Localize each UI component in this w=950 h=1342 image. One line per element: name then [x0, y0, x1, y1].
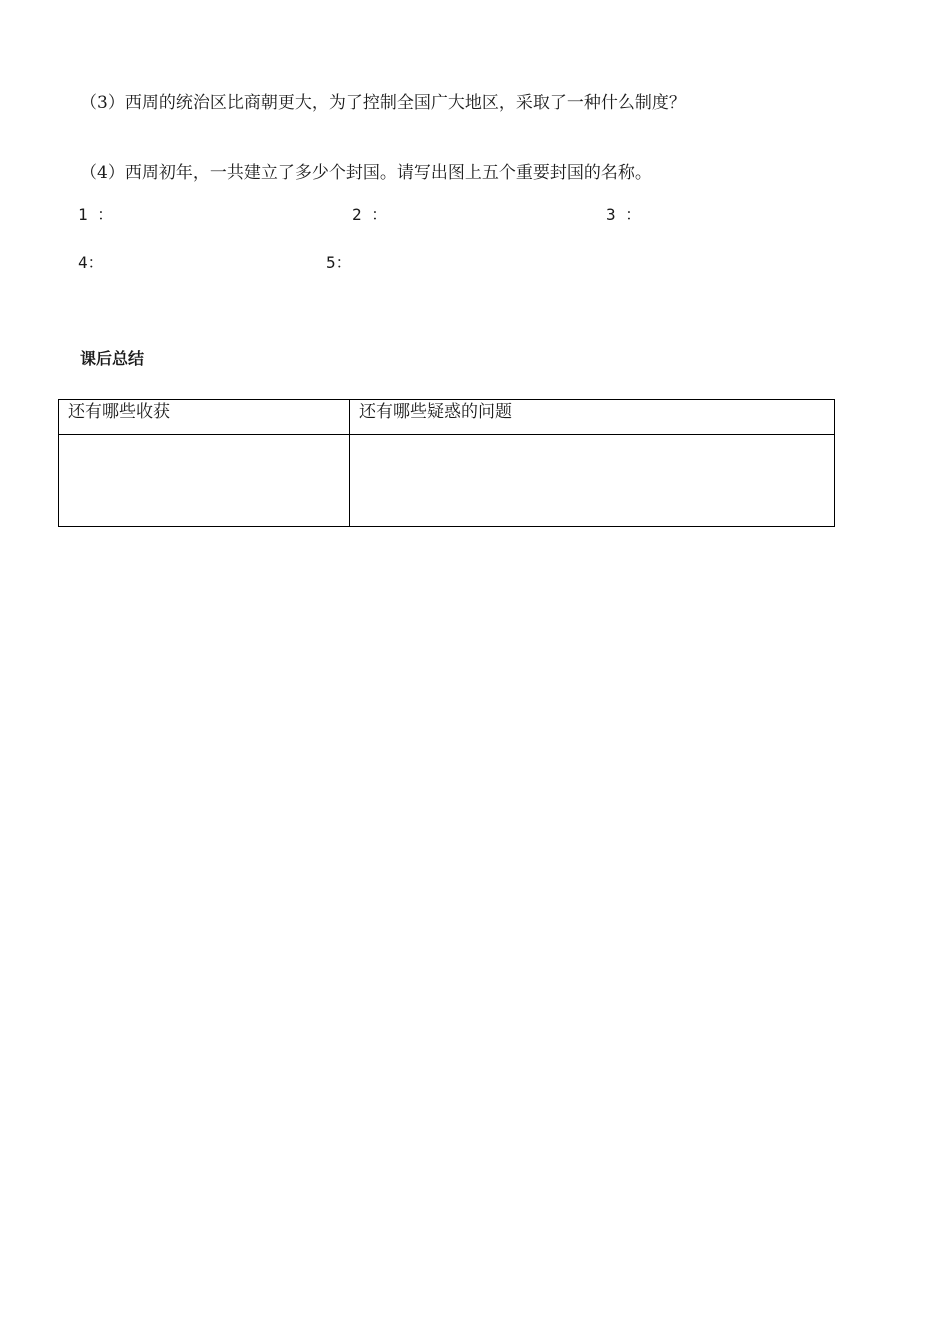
summary-section-title: 课后总结 [80, 349, 145, 368]
questions-header: 还有哪些疑惑的问题 [350, 400, 835, 435]
answer-blank-2[interactable]: 2 ： [352, 205, 388, 224]
answer-blank-4[interactable]: 4： [78, 253, 104, 272]
questions-answer-cell[interactable] [350, 435, 835, 527]
question-3: （3）西周的统治区比商朝更大，为了控制全国广大地区，采取了一种什么制度？ [80, 93, 686, 113]
answer-blank-1[interactable]: 1 ： [78, 205, 114, 224]
summary-table-header-row [59, 400, 835, 435]
summary-table-answer-row [59, 435, 835, 527]
summary-table [58, 399, 835, 527]
gains-header: 还有哪些收获 [59, 400, 350, 435]
answer-blank-3[interactable]: 3 ： [606, 205, 642, 224]
gains-answer-cell[interactable] [59, 435, 350, 527]
answer-blank-5[interactable]: 5： [326, 253, 352, 272]
question-4: （4）西周初年，一共建立了多少个封国。请写出图上五个重要封国的名称。 [80, 163, 652, 183]
